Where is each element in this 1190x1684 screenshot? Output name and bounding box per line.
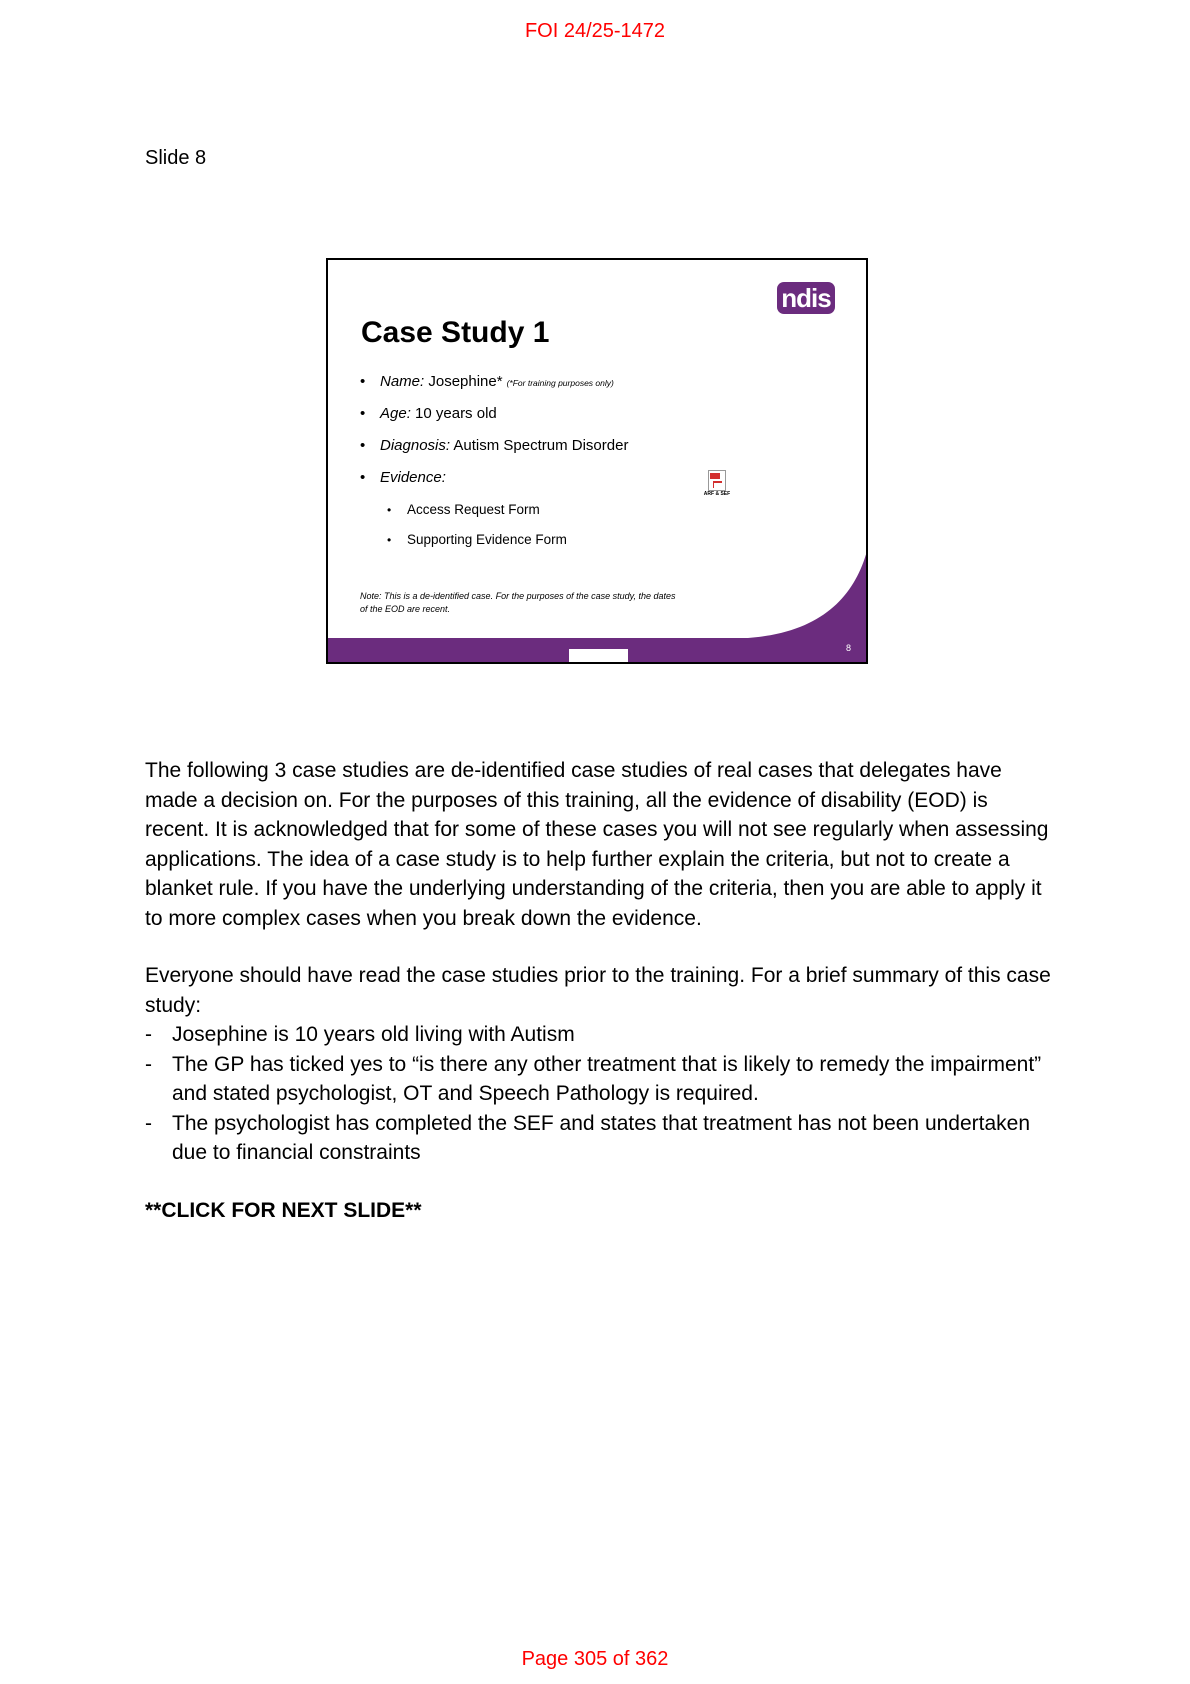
summary-list	[145, 1020, 1055, 1168]
speaker-notes	[145, 756, 1055, 1225]
bullet-age: • Age: 10 years old	[360, 404, 780, 436]
slide-title: Case Study 1	[361, 316, 550, 349]
sub-bullet-arf: • Access Request Form	[360, 500, 780, 530]
summary-item: - Josephine is 10 years old living with Autism	[145, 1020, 1055, 1050]
page-number: Page 305 of 362	[521, 1648, 669, 1670]
case-details-list	[360, 372, 780, 560]
slide-label: Slide 8	[145, 147, 207, 169]
intro-paragraph: The following 3 case studies are de-identified case studies of real cases that delegates have made a decision on. For the purposes of this training, all the evidence of disability (EOD) is recent. It is acknowledged that for some of these cases you will not see regularly when assessing applications. The idea of a case study is to help further explain the criteria, but not to create a blanket rule. If you have the underlying understanding of the criteria, then you are able to apply it to more complex cases when you break down the evidence.	[145, 759, 1049, 930]
slide-page-number: 8	[846, 643, 852, 653]
footer-tab	[569, 649, 628, 664]
ndis-logo: ndis	[777, 282, 835, 314]
summary-item: - The psychologist has completed the SEF and states that treatment has not been undertaken due to financial constraints	[145, 1109, 1055, 1168]
slide-thumbnail	[326, 258, 868, 664]
pdf-file-icon	[708, 470, 726, 491]
slide-note: Note: This is a de-identified case. For the purposes of the case study, the dates of the EOD are recent.	[360, 591, 676, 614]
summary-item: - The GP has ticked yes to “is there any other treatment that is likely to remedy the impairment” and stated psychologist, OT and Speech Pathology is required.	[145, 1050, 1055, 1109]
pdf-attachment-icon[interactable]	[700, 470, 734, 498]
sub-bullet-sef: • Supporting Evidence Form	[360, 530, 780, 560]
attachment-caption: ARF & SEF	[703, 491, 731, 497]
bullet-diagnosis: • Diagnosis: Autism Spectrum Disorder	[360, 436, 780, 468]
bullet-name: • Name: Josephine* (*For training purposes only)	[360, 372, 780, 404]
next-slide-cue: **CLICK FOR NEXT SLIDE**	[145, 1198, 422, 1222]
foi-reference: FOI 24/25-1472	[524, 20, 666, 42]
bullet-evidence: • Evidence:	[360, 468, 780, 500]
summary-intro: Everyone should have read the case studies prior to the training. For a brief summary of this case study:	[145, 964, 1051, 1017]
